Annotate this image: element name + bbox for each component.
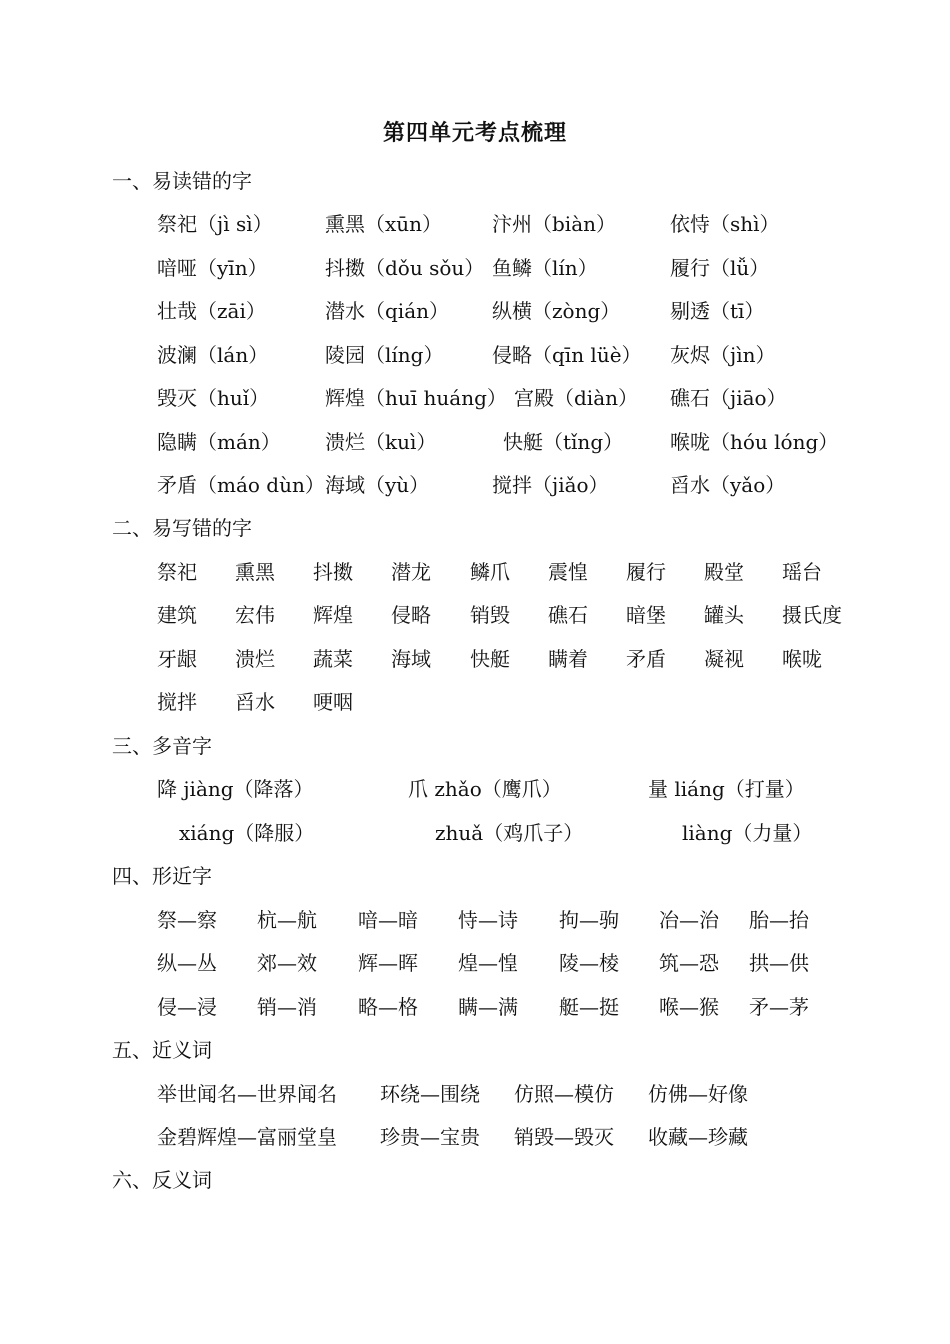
char-pair: 拘—驹 bbox=[559, 908, 619, 932]
word-item: 礁石（jiāo） bbox=[670, 386, 787, 410]
char-pair: 艇—挺 bbox=[559, 995, 619, 1019]
word-item: 依恃（shì） bbox=[670, 212, 780, 236]
word-item: 隐瞒（mán） bbox=[157, 430, 281, 454]
section-heading-easy-miswrite: 二、易写错的字 bbox=[112, 516, 252, 540]
char-pair: 瞒—满 bbox=[458, 995, 518, 1019]
char-pair: 喉—猴 bbox=[659, 995, 719, 1019]
section-heading-similar-shape: 四、形近字 bbox=[112, 864, 212, 888]
word-item: 海域（yù） bbox=[325, 473, 430, 497]
word-item: 震惶 bbox=[548, 560, 588, 584]
word-item: 陵园（líng） bbox=[325, 343, 444, 367]
word-item: 牙龈 bbox=[157, 647, 197, 671]
word-item: 舀水 bbox=[235, 690, 275, 714]
char-pair: 筑—恐 bbox=[659, 951, 719, 975]
word-item: 壮哉（zāi） bbox=[157, 299, 266, 323]
word-item: 喉咙（hóu lóng） bbox=[670, 430, 839, 454]
char-pair: 纵—丛 bbox=[157, 951, 217, 975]
synonym-pair: 销毁—毁灭 bbox=[514, 1125, 614, 1149]
synonym-pair: 环绕—围绕 bbox=[380, 1082, 480, 1106]
polyphone-item: 爪 zhǎo（鹰爪） bbox=[408, 777, 562, 801]
word-item: 辉煌 bbox=[313, 603, 353, 627]
word-item: 搅拌（jiǎo） bbox=[492, 473, 609, 497]
word-item: 宏伟 bbox=[235, 603, 275, 627]
word-item: 辉煌（huī huáng） bbox=[325, 386, 507, 410]
word-item: 潜龙 bbox=[391, 560, 431, 584]
word-item: 履行（lǚ） bbox=[670, 256, 770, 280]
word-item: 灰烬（jìn） bbox=[670, 343, 776, 367]
word-item: 宫殿（diàn） bbox=[514, 386, 639, 410]
char-pair: 胎—抬 bbox=[749, 908, 809, 932]
word-item: 舀水（yǎo） bbox=[670, 473, 786, 497]
word-item: 鳞爪 bbox=[470, 560, 510, 584]
word-item: 建筑 bbox=[157, 603, 197, 627]
section-heading-polyphonic: 三、多音字 bbox=[112, 734, 212, 758]
word-item: 汴州（biàn） bbox=[492, 212, 617, 236]
section-heading-easy-misread: 一、易读错的字 bbox=[112, 169, 252, 193]
word-item: 履行 bbox=[626, 560, 666, 584]
word-item: 波澜（lán） bbox=[157, 343, 269, 367]
word-item: 抖擞（dǒu sǒu） bbox=[325, 256, 485, 280]
word-item: 喉咙 bbox=[782, 647, 822, 671]
polyphone-item: liàng（力量） bbox=[682, 821, 813, 845]
synonym-pair: 珍贵—宝贵 bbox=[380, 1125, 480, 1149]
word-item: 搅拌 bbox=[157, 690, 197, 714]
synonym-pair: 收藏—珍藏 bbox=[648, 1125, 748, 1149]
polyphone-item: xiáng（降服） bbox=[179, 821, 315, 845]
word-item: 溃烂 bbox=[235, 647, 275, 671]
section-heading-antonyms: 六、反义词 bbox=[112, 1168, 212, 1192]
char-pair: 郊—效 bbox=[257, 951, 317, 975]
char-pair: 喑—暗 bbox=[358, 908, 418, 932]
word-item: 溃烂（kuì） bbox=[325, 430, 437, 454]
word-item: 销毁 bbox=[470, 603, 510, 627]
word-item: 凝视 bbox=[704, 647, 744, 671]
word-item: 快艇（tǐng） bbox=[503, 430, 624, 454]
word-item: 鱼鳞（lín） bbox=[492, 256, 598, 280]
word-item: 侵略 bbox=[391, 603, 431, 627]
word-item: 祭祀（jì sì） bbox=[157, 212, 273, 236]
synonym-pair: 仿照—模仿 bbox=[514, 1082, 614, 1106]
word-item: 矛盾（máo dùn） bbox=[157, 473, 325, 497]
word-item: 剔透（tī） bbox=[670, 299, 765, 323]
word-item: 熏黑 bbox=[235, 560, 275, 584]
char-pair: 略—格 bbox=[358, 995, 418, 1019]
word-item: 快艇 bbox=[470, 647, 510, 671]
char-pair: 辉—晖 bbox=[358, 951, 418, 975]
section-heading-synonyms: 五、近义词 bbox=[112, 1038, 212, 1062]
char-pair: 祭—察 bbox=[157, 908, 217, 932]
char-pair: 销—消 bbox=[257, 995, 317, 1019]
word-item: 熏黑（xūn） bbox=[325, 212, 443, 236]
word-item: 罐头 bbox=[704, 603, 744, 627]
char-pair: 恃—诗 bbox=[458, 908, 518, 932]
word-item: 礁石 bbox=[548, 603, 588, 627]
char-pair: 矛—茅 bbox=[749, 995, 809, 1019]
word-item: 瑶台 bbox=[782, 560, 822, 584]
char-pair: 陵—棱 bbox=[559, 951, 619, 975]
synonym-pair: 金碧辉煌—富丽堂皇 bbox=[157, 1125, 337, 1149]
word-item: 殿堂 bbox=[704, 560, 744, 584]
word-item: 暗堡 bbox=[626, 603, 666, 627]
word-item: 瞒着 bbox=[548, 647, 588, 671]
word-item: 抖擞 bbox=[313, 560, 353, 584]
word-item: 毁灭（huǐ） bbox=[157, 386, 270, 410]
char-pair: 拱—供 bbox=[749, 951, 809, 975]
word-item: 海域 bbox=[391, 647, 431, 671]
char-pair: 煌—惶 bbox=[458, 951, 518, 975]
word-item: 喑哑（yīn） bbox=[157, 256, 268, 280]
polyphone-item: 降 jiàng（降落） bbox=[157, 777, 314, 801]
word-item: 侵略（qīn lüè） bbox=[492, 343, 642, 367]
synonym-pair: 仿佛—好像 bbox=[648, 1082, 748, 1106]
word-item: 哽咽 bbox=[313, 690, 353, 714]
char-pair: 侵—浸 bbox=[157, 995, 217, 1019]
char-pair: 冶—治 bbox=[659, 908, 719, 932]
word-item: 蔬菜 bbox=[313, 647, 353, 671]
word-item: 摄氏度 bbox=[782, 603, 842, 627]
word-item: 祭祀 bbox=[157, 560, 197, 584]
page-title: 第四单元考点梳理 bbox=[382, 120, 567, 146]
word-item: 潜水（qián） bbox=[325, 299, 450, 323]
polyphone-item: 量 liáng（打量） bbox=[648, 777, 805, 801]
synonym-pair: 举世闻名—世界闻名 bbox=[157, 1082, 337, 1106]
word-item: 纵横（zòng） bbox=[492, 299, 621, 323]
word-item: 矛盾 bbox=[626, 647, 666, 671]
char-pair: 杭—航 bbox=[257, 908, 317, 932]
polyphone-item: zhuǎ（鸡爪子） bbox=[435, 821, 584, 845]
